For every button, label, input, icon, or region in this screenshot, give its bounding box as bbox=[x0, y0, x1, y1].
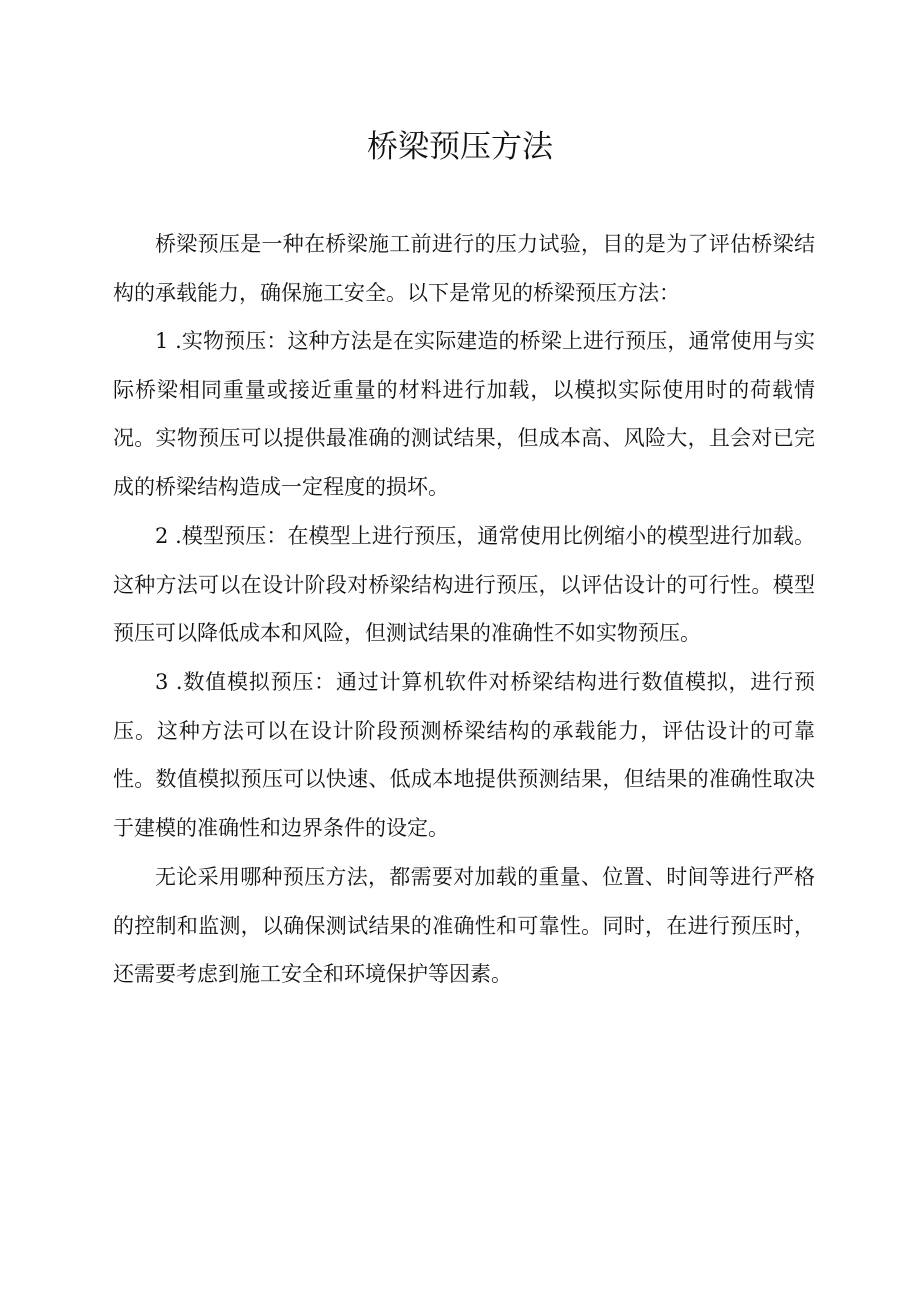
intro-paragraph: 桥梁预压是一种在桥梁施工前进行的压力试验，目的是为了评估桥梁结构的承载能力，确保施工安全。以下是常见的桥梁预压方法： bbox=[113, 232, 815, 305]
method-1-paragraph: 1 .实物预压：这种方法是在实际建造的桥梁上进行预压，通常使用与实际桥梁相同重量或接近重量的材料进行加载，以模拟实际使用时的荷载情况。实物预压可以提供最准确的测试结果，但成本高、风险大，且会对已完成的桥梁结构造成一定程度的损坏。 bbox=[113, 329, 815, 499]
conclusion-paragraph: 无论采用哪种预压方法，都需要对加载的重量、位置、时间等进行严格的控制和监测，以确保测试结果的准确性和可靠性。同时，在进行预压时，还需要考虑到施工安全和环境保护等因素。 bbox=[113, 865, 815, 987]
method-2-paragraph: 2 .模型预压：在模型上进行预压，通常使用比例缩小的模型进行加载。这种方法可以在设计阶段对桥梁结构进行预压，以评估设计的可行性。模型预压可以降低成本和风险，但测试结果的准确性不如实物预压。 bbox=[113, 524, 815, 646]
document-title: 桥梁预压方法 bbox=[367, 129, 553, 165]
method-3-paragraph: 3 .数值模拟预压：通过计算机软件对桥梁结构进行数值模拟，进行预压。这种方法可以在设计阶段预测桥梁结构的承载能力，评估设计的可靠性。数值模拟预压可以快速、低成本地提供预测结果，但结果的准确性取决于建模的准确性和边界条件的设定。 bbox=[113, 670, 815, 840]
